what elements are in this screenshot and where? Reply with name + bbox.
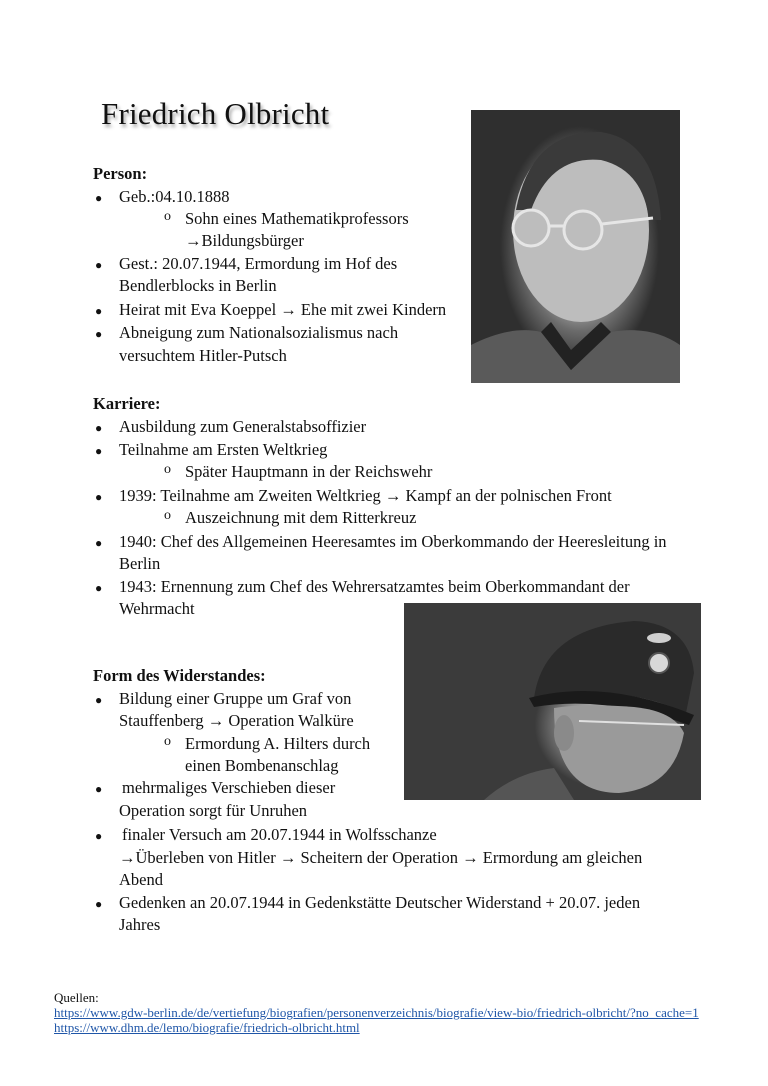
list-item: Teilnahme am Ersten Weltkrieg [119, 440, 328, 459]
list-item: Bildung einer Gruppe um Graf von [119, 689, 352, 708]
bullet-icon: ● [95, 536, 103, 550]
sub-bullet-icon: o [164, 734, 171, 749]
list-item: Heirat mit Eva Koeppel → Ehe mit zwei Kindern [119, 300, 447, 319]
section-heading-widerstand: Form des Widerstandes: [93, 666, 266, 685]
list-item: versuchtem Hitler-Putsch [119, 346, 287, 365]
bullet-icon: ● [95, 444, 103, 458]
list-item: Gedenken an 20.07.1944 in Gedenkstätte Deutscher Widerstand + 20.07. jeden [119, 893, 641, 912]
list-item: Sohn eines Mathematikprofessors [185, 209, 409, 228]
section-heading-person: Person: [93, 164, 148, 183]
bullet-icon: ● [95, 782, 103, 796]
section-heading-karriere: Karriere: [93, 394, 161, 413]
bullet-icon: ● [95, 304, 103, 318]
list-item: Abneigung zum Nationalsozialismus nach [119, 323, 399, 342]
list-item: Operation sorgt für Unruhen [119, 801, 308, 820]
document-title: Friedrich Olbricht [101, 96, 330, 131]
bullet-icon: ● [95, 421, 103, 435]
list-item: Geb.:04.10.1888 [119, 187, 230, 206]
sub-bullet-icon: o [164, 462, 171, 477]
portrait-image-icon [471, 110, 680, 383]
list-item: Jahres [119, 915, 161, 934]
list-item: mehrmaliges Verschieben dieser [122, 778, 336, 797]
bullet-icon: ● [95, 581, 103, 595]
uniform-photo [404, 603, 701, 800]
list-item: Später Hauptmann in der Reichswehr [185, 462, 433, 481]
bullet-icon: ● [95, 829, 103, 843]
bullet-icon: ● [95, 258, 103, 272]
sub-bullet-icon: o [164, 508, 171, 523]
bullet-icon: ● [95, 490, 103, 504]
source-link-dhm[interactable]: https://www.dhm.de/lemo/biografie/friedrich-olbricht.html [54, 1020, 360, 1035]
list-item: Gest.: 20.07.1944, Ermordung im Hof des [119, 254, 398, 273]
portrait-photo [471, 110, 680, 383]
bullet-icon: ● [95, 897, 103, 911]
list-item: finaler Versuch am 20.07.1944 in Wolfsschanze [122, 825, 437, 844]
sub-bullet-icon: o [164, 209, 171, 224]
uniform-image-icon [404, 603, 701, 800]
list-item: Ausbildung zum Generalstabsoffizier [119, 417, 367, 436]
list-item: Abend [119, 870, 163, 889]
list-item: →Überleben von Hitler → Scheitern der Operation → Ermordung am gleichen [119, 848, 643, 867]
list-item: Ermordung A. Hilters durch [185, 734, 371, 753]
bullet-icon: ● [95, 191, 103, 205]
list-item: 1940: Chef des Allgemeinen Heeresamtes im Oberkommando der Heeresleitung in [119, 532, 667, 551]
list-item: Stauffenberg → Operation Walküre [119, 711, 354, 730]
list-item: Auszeichnung mit dem Ritterkreuz [185, 508, 417, 527]
source-link-gdw[interactable]: https://www.gdw-berlin.de/de/vertiefung/biografien/personenverzeichnis/biografie/view-bio/friedrich-olbricht/?no_cache=1 [54, 1005, 699, 1020]
list-item: 1943: Ernennung zum Chef des Wehrersatzamtes beim Oberkommandant der [119, 577, 630, 596]
sources-label: Quellen: [54, 990, 99, 1005]
list-item: Wehrmacht [119, 599, 195, 618]
list-item: 1939: Teilnahme am Zweiten Weltkrieg → Kampf an der polnischen Front [119, 486, 612, 505]
list-item: →Bildungsbürger [185, 231, 304, 250]
bullet-icon: ● [95, 327, 103, 341]
list-item: Bendlerblocks in Berlin [119, 276, 277, 295]
list-item: einen Bombenanschlag [185, 756, 339, 775]
list-item: Berlin [119, 554, 161, 573]
bullet-icon: ● [95, 693, 103, 707]
